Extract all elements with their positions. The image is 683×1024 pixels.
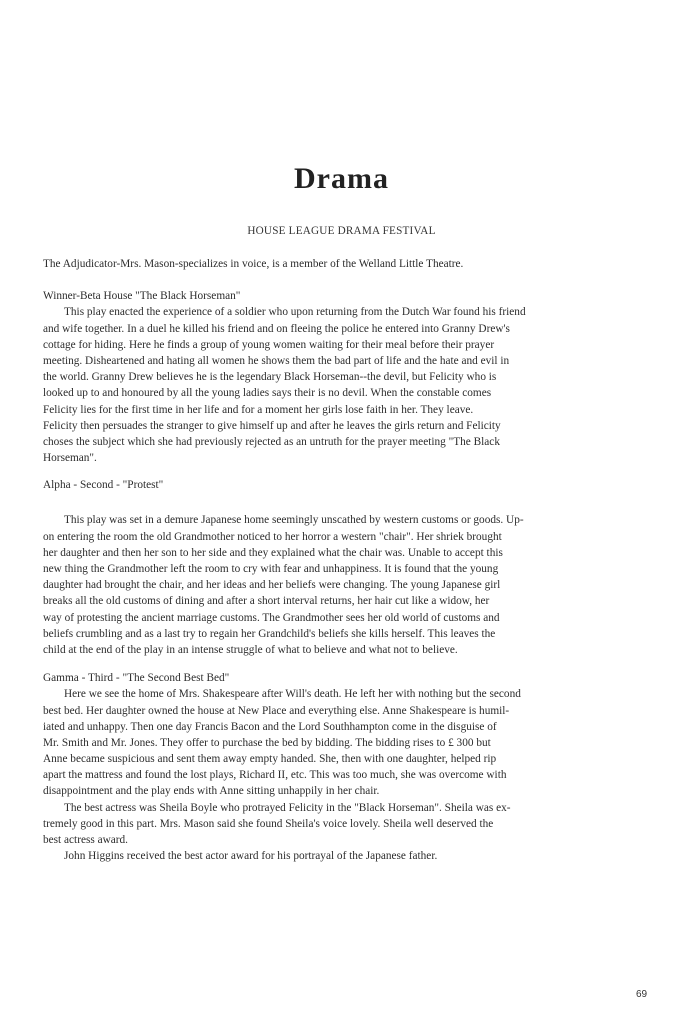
text-line: John Higgins received the best actor award for his portrayal of the Japanese father. [64,850,438,863]
text-line: and wife together. In a duel he killed his friend and on fleeing the police he entered into Granny Drew's [43,322,510,335]
text-line: Mr. Smith and Mr. Jones. They offer to purchase the bed by bidding. The bidding rises to £ 300 but [43,736,491,749]
best-actress-section [43,800,643,849]
text-line: Anne became suspicious and sent them away empty handed. She, then with one daughter, helped rip [43,753,497,766]
second-place-section [43,477,643,658]
section-subtitle: HOUSE LEAGUE DRAMA FESTIVAL [247,225,436,237]
text-line: child at the end of the play in an intense struggle of what to believe and what not to believe. [43,643,458,656]
adjudicator-line: The Adjudicator-Mrs. Mason-specializes in voice, is a member of the Welland Little Theatre. [43,258,464,270]
page-number: 69 [636,989,648,1000]
text-line: Here we see the home of Mrs. Shakespeare after Will's death. He left her with nothing but the second [64,688,521,701]
text-line: This play was set in a demure Japanese home seemingly unscathed by western customs or goods. Up- [64,514,524,527]
text-line: her daughter and then her son to her side and they explained what the chair was. Unable to accept this [43,546,503,559]
text-line: Felicity then persuades the stranger to give himself up and after he leaves the girls return and Felicity [43,419,501,432]
text-line: disappointment and the play ends with Anne sitting unhappily in her chair. [43,785,380,798]
winner-section [43,288,643,466]
winner-heading: Winner-Beta House "The Black Horseman" [43,290,241,303]
text-line: new thing the Grandmother left the room to cry with fear and unhappiness. It is found that the young [43,563,499,575]
text-line: tremely good in this part. Mrs. Mason said she found Sheila's voice lovely. Sheila well deserved the [43,817,494,830]
text-line: the world. Granny Drew believes he is the legendary Black Horseman--the devil, but Felicity who is [43,371,497,384]
text-line: beliefs crumbling and as a last try to regain her Grandchild's beliefs she kills herself. This leaves the [43,627,496,640]
article-body [43,256,643,864]
text-line: cottage for hiding. Here he finds a group of young women waiting for their meal before their prayer [43,338,495,351]
text-line: Horseman". [43,452,97,465]
page-title: Drama [294,162,389,195]
text-line: looked up to and honoured by all the young ladies says their is no devil. When the constable comes [43,387,492,400]
text-line: way of protesting the ancient marriage customs. The Grandmother sees her old world of customs and [43,611,500,624]
second-place-heading: Alpha - Second - "Protest" [43,479,164,492]
text-line: best actress award. [43,834,129,846]
text-line: This play enacted the experience of a soldier who upon returning from the Dutch War found his friend [64,306,526,319]
text-line: Felicity lies for the first time in her life and for a moment her girls lose faith in her. They leave. [43,403,474,416]
third-place-heading: Gamma - Third - "The Second Best Bed" [43,672,230,685]
text-line: iated and unhappy. Then one day Francis Bacon and the Lord Southhampton come in the disguise of [43,720,497,733]
text-line: choses the subject which she had previously rejected as an untruth for the prayer meeting "The Black [43,435,500,448]
third-place-section [43,670,643,800]
text-line: best bed. Her daughter owned the house at New Place and everything else. Anne Shakespeare is humil- [43,704,510,717]
text-line: daughter had brought the chair, and her ideas and her beliefs were changing. The young Japanese girl [43,579,501,592]
text-line: The best actress was Sheila Boyle who protrayed Felicity in the "Black Horseman". Sheila was ex- [64,801,511,814]
best-actor-section [43,848,643,864]
text-line: on entering the room the old Grandmother noticed to her horror a western "chair". Her shriek brought [43,530,502,543]
text-line: breaks all the old customs of dining and after a short interval returns, her hair cut like a widow, her [43,595,490,608]
text-line: meeting. Disheartened and hating all women he shows them the bad part of life and the hate and evil in [43,354,510,367]
text-line: apart the mattress and found the lost plays, Richard II, etc. This was too much, she was overcome with [43,769,507,782]
